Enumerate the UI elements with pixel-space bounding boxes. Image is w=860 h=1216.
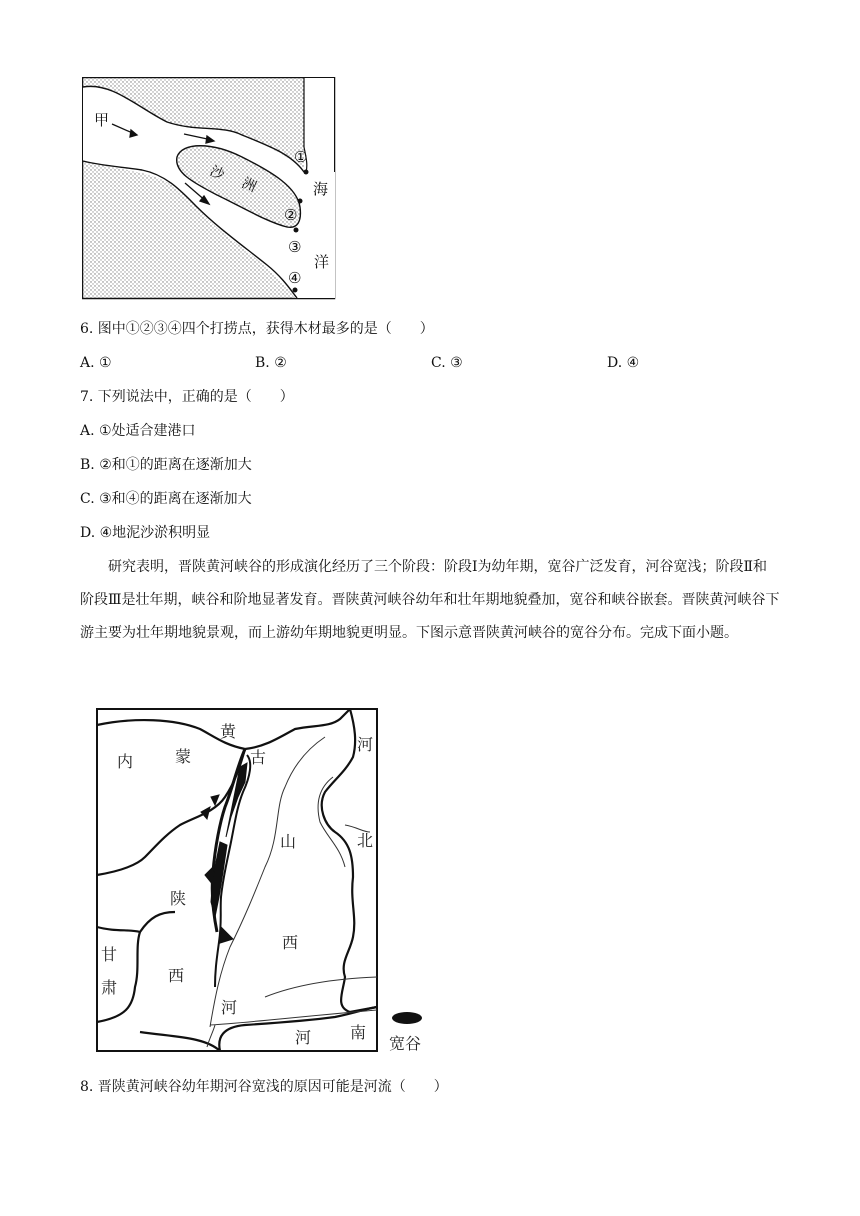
- label-sea-1: 海: [313, 180, 329, 198]
- q7-option-a: A. ①处适合建港口: [80, 423, 196, 439]
- map-label-he-top: 河: [357, 735, 374, 754]
- map-label-bei: 北: [357, 831, 374, 850]
- q7-option-b: B. ②和①的距离在逐渐加大: [80, 457, 252, 473]
- q7-option-d: D. ④地泥沙淤积明显: [80, 525, 211, 541]
- map-label-su: 肃: [101, 978, 118, 997]
- label-sea-2: 洋: [314, 253, 330, 271]
- question-7-stem: 7. 下列说法中，正确的是（ ）: [80, 389, 294, 405]
- q6-option-a: A. ①: [80, 355, 112, 371]
- label-point-4: ④: [288, 269, 302, 287]
- map-label-shaan: 陕: [170, 889, 187, 908]
- q6-option-b: B. ②: [255, 355, 287, 371]
- map-label-huang: 黄: [220, 722, 237, 741]
- label-sand-1: 沙: [207, 163, 227, 184]
- map-label-nei: 内: [117, 752, 134, 771]
- question-8-stem: 8. 晋陕黄河峡谷幼年期河谷宽浅的原因可能是河流（ ）: [80, 1079, 448, 1095]
- passage-text: 研究表明，晋陕黄河峡谷的形成演化经历了三个阶段：阶段Ⅰ为幼年期，宽谷广泛发育，河谷宽浅；阶段Ⅱ和阶段Ⅲ是壮年期，峡谷和阶地显著发育。晋陕黄河峡谷幼年和壮年期地貌叠加，宽谷和峡谷嵌套。晋陕黄河峡谷下游主要为壮年期地貌景观，而上游幼年期地貌更明显。下图示意晋陕黄河峡谷的宽谷分布。完成下面小题。: [80, 559, 780, 641]
- map-label-shan: 山: [280, 832, 297, 851]
- q6-option-d: D. ④: [607, 355, 640, 371]
- map-label-gan: 甘: [101, 945, 118, 964]
- legend-wide-valley-symbol: [392, 1012, 422, 1024]
- canyon-map-figure: [95, 707, 435, 1057]
- label-sand-2: 洲: [239, 175, 259, 196]
- map-label-xi-shanxi: 西: [282, 933, 299, 952]
- map-label-meng: 蒙: [175, 747, 192, 766]
- river-mouth-figure: [82, 77, 337, 300]
- label-point-2: ②: [284, 206, 298, 224]
- q7-option-c: C. ③和④的距离在逐渐加大: [80, 491, 252, 507]
- map-label-gu: 古: [250, 748, 267, 767]
- question-6-stem: 6. 图中①②③④四个打捞点，获得木材最多的是（ ）: [80, 321, 434, 337]
- label-point-3: ③: [288, 238, 302, 256]
- label-jia: 甲: [94, 111, 110, 129]
- label-point-1: ①: [294, 148, 308, 166]
- map-label-he-mid: 河: [221, 998, 238, 1017]
- map-label-xi-shaanxi: 西: [168, 966, 185, 985]
- q6-option-c: C. ③: [431, 355, 463, 371]
- map-label-he-bottom: 河: [295, 1028, 312, 1047]
- map-label-nan: 南: [350, 1023, 367, 1042]
- legend-wide-valley-label: 宽谷: [389, 1034, 422, 1053]
- passage: [80, 551, 780, 650]
